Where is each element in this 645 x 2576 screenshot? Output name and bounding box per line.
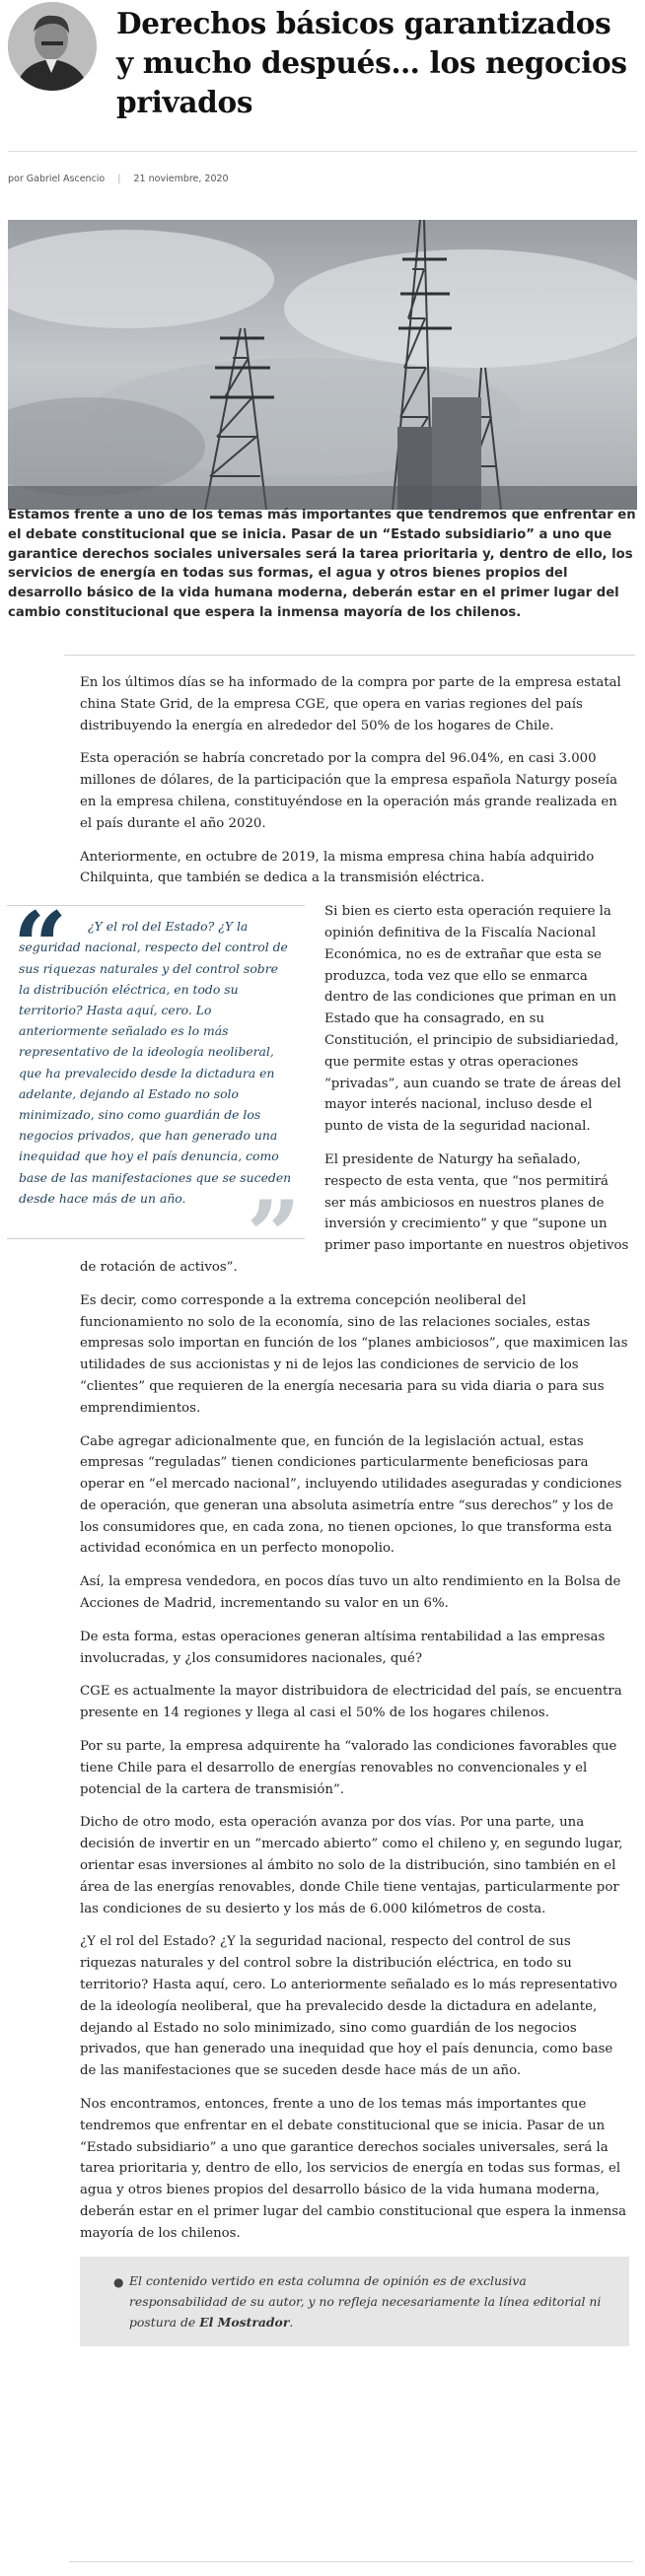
body-paragraph: ¿Y el rol del Estado? ¿Y la seguridad nacional, respecto del control de sus riquezas naturales y del control sobre la distribución eléctrica, en todo su territorio? Hasta aquí, cero. Lo anteriormente señalado es lo más representativo de la ideología neoliberal, que ha prevalecido desde la dictadura en adelante, dejando al Estado no solo minimizado, sino como guardián de los negocios privados, que han generado una inequidad que hoy el país denuncia, como base de las manifestaciones que se suceden desde hace más de un año.: [80, 1934, 617, 2079]
body-paragraph: Nos encontramos, entonces, frente a uno de los temas más importantes que tendremos que enfrentar en el debate constitucional que se inicia. Pasar de un “Estado subsidiario” a uno que garantice derechos sociales universales, será la tarea prioritaria y, dentro de ello, los servicios de energía en todas sus formas, el agua y otros bienes propios del desarrollo básico de la vida humana moderna, deberán estar en el primer lugar del cambio constitucional que espera la inmensa mayoría de los chilenos.: [80, 2097, 627, 2241]
byline: [8, 174, 229, 184]
quote-open-icon: “: [13, 891, 68, 1004]
lead-divider: [64, 655, 635, 656]
header-divider: [8, 151, 637, 152]
body-paragraph: Así, la empresa vendedora, en pocos días tuvo un alto rendimiento en la Bolsa de Acciones de Madrid, incrementando su valor en un 6%.: [80, 1574, 621, 1612]
publish-date: 21 noviembre, 2020: [133, 174, 229, 184]
body-paragraph: Por su parte, la empresa adquirente ha “valorado las condiciones favorables que tiene Chile para el desarrollo de energías renovables no convencionales y el potencial de la cartera de transmisión”.: [80, 1739, 617, 1797]
publication-name: El Mostrador: [199, 2314, 290, 2330]
disclaimer-box: [80, 2257, 629, 2346]
author-link[interactable]: por Gabriel Ascencio: [8, 174, 106, 184]
body-paragraph: En los últimos días se ha informado de la compra por parte de la empresa estatal china State Grid, de la empresa CGE, que opera en varias regiones del país distribuyendo la energía en alrededor del 50% de los hogares de Chile.: [80, 675, 621, 733]
article-body: [13, 672, 629, 2346]
body-paragraph: Esta operación se habría concretado por la compra del 96.04%, en casi 3.000 millones de dólares, de la participación que la empresa española Naturgy poseía en la empresa chilena, constituyéndose en la operación más grande realizada en el país durante el año 2020.: [80, 751, 618, 831]
article-lead: Estamos frente a uno de los temas más importantes que tendremos que enfrentar en el debate constitucional que se inicia. Pasar de un “Estado subsidiario” a uno que garantice derechos sociales universales será la tarea prioritaria y, dentro de ello, los servicios de energía en todas sus formas, el agua y otros bienes propios del desarrollo básico de la vida humana moderna, deberán estar en el primer lugar del cambio constitucional que espera la inmensa mayoría de los chilenos.: [8, 508, 636, 620]
body-paragraph: Es decir, como corresponde a la extrema concepción neoliberal del funcionamiento no solo de la economía, sino de las relaciones sociales, estas empresas solo importan en función de los “planes ambiciosos”, que maximicen las utilidades de sus accionistas y ni de lejos las condiciones de servicio de los “clientes” que requieren de la energía necesaria para su vida diaria o para sus emprendimientos.: [80, 1292, 628, 1416]
body-paragraph: Cabe agregar adicionalmente que, en función de la legislación actual, estas empresas “reguladas” tienen condiciones particularmente beneficiosas para operar en “el mercado nacional”, incluyendo utilidades aseguradas y condiciones de operación, que generan una absoluta asimetría entre “sus derechos” y los de los consumidores que, en cada zona, no tienen opciones, lo que transforma esta actividad económica en un perfecto monopolio.: [80, 1433, 622, 1557]
body-paragraph: CGE es actualmente la mayor distribuidora de electricidad del país, se encuentra presente en 14 regiones y llega al casi el 50% de los hogares chilenos.: [80, 1684, 622, 1721]
hero-image: [8, 220, 637, 510]
body-paragraph: Dicho de otro modo, esta operación avanza por dos vías. Por una parte, una decisión de invertir en un “mercado abierto” como el chileno y, en segundo lugar, orientar esas inversiones al ámbito no solo de la distribución, sino también en el área de las energías renovables, donde Chile tiene ventajas, particularmente por las condiciones de su desierto y los más de 6.000 kilómetros de costa.: [80, 1815, 623, 1916]
pull-quote: [7, 891, 305, 1292]
article-title: Derechos básicos garantizados y mucho después… los negocios privados: [116, 6, 627, 119]
author-avatar[interactable]: [8, 2, 97, 91]
pull-quote-text: ¿Y el rol del Estado? ¿Y la seguridad nacional, respecto del control de sus riquezas naturales y del control sobre la distribución eléctrica, en todo su territorio? Hasta aquí, cero. Lo anteriormente señalado es lo más representativo de la ideología neoliberal, que ha prevalecido desde la dictadura en adelante, dejando al Estado no solo minimizado, sino como guardián de los negocios privados, que han generado una inequidad que hoy el país denuncia, como base de las manifestaciones que se suceden desde hace más de un año.: [19, 919, 292, 1206]
body-paragraph: Anteriormente, en octubre de 2019, la misma empresa china había adquirido Chilquinta, que también se dedica a la transmisión eléctrica.: [80, 849, 595, 886]
disclaimer-text: El contenido vertido en esta columna de opinión es de exclusiva responsabilidad de su autor, y no refleja necesariamente la línea editorial ni postura de El Mostrador.: [129, 2272, 602, 2330]
byline-separator: |: [117, 174, 121, 184]
body-paragraph: Si bien es cierto esta operación requiere la opinión definitiva de la Fiscalía Nacional Económica, no es de extrañar que esta se produzca, toda vez que ello se enmarca dentro de las condiciones que priman en un Estado que ha consagrado, en su Constitución, el principio de subsidiariedad, que permite estas y otras operaciones “privadas”, aun cuando se trate de áreas del mayor interés nacional, incluso desde el punto de vista de la seguridad nacional.: [324, 904, 621, 1135]
quote-close-icon: ”: [246, 1180, 301, 1292]
body-paragraph: El presidente de Naturgy ha señalado, respecto de esta venta, que “nos permitirá ser más ambiciosos en nuestros planes de inversión y crecimiento” y que “supone un primer paso importante en nuestros objetivos de rotación de activos”.: [80, 1151, 629, 1275]
footer-divider: [69, 2561, 633, 2562]
bullet-icon: ●: [113, 2274, 124, 2289]
body-paragraph: De esta forma, estas operaciones generan altísima rentabilidad a las empresas involucradas, y ¿los consumidores nacionales, qué?: [80, 1629, 606, 1666]
